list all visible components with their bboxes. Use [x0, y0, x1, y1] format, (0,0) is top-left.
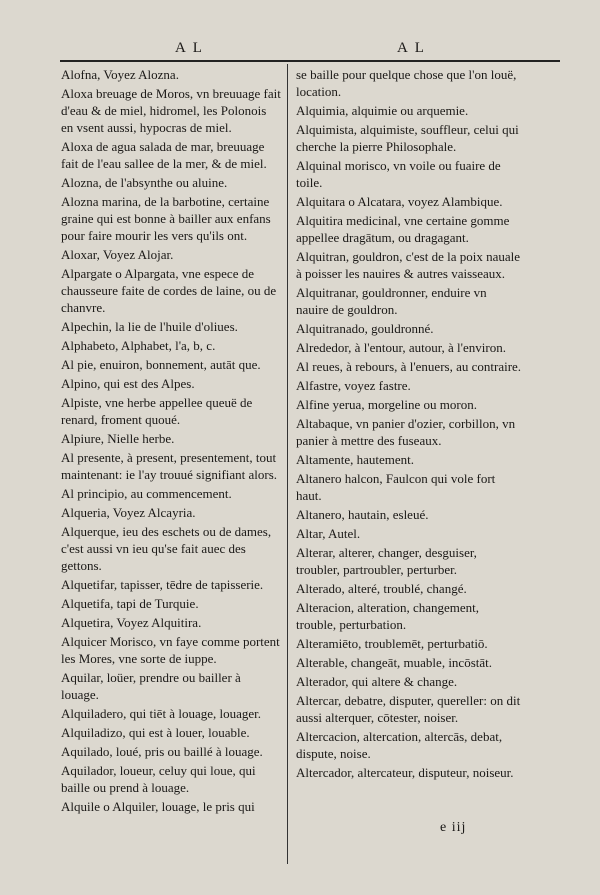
signature-mark: e iij	[440, 820, 467, 835]
dictionary-entry: Alozna marina, de la barbotine, certaine graine qui est bonne à bailler aux enfans pour faire mourir les vers qu'ils ont.	[61, 194, 271, 243]
dictionary-entry: Aquilar, loüer, prendre ou bailler à louage.	[61, 670, 241, 702]
dictionary-entry: Alquinal morisco, vn voile ou fuaire de toile.	[296, 158, 501, 190]
dictionary-entry: Alphabeto, Alphabet, l'a, b, c.	[61, 338, 216, 353]
column-divider	[287, 64, 288, 864]
dictionary-entry: Alquile o Alquiler, louage, le pris qui	[61, 799, 255, 814]
dictionary-entry: Alquiladizo, qui est à louer, louable.	[61, 725, 250, 740]
dictionary-entry: Alpechin, la lie de l'huile d'oliues.	[61, 319, 238, 334]
running-header	[75, 40, 555, 62]
dictionary-entry: Alteracion, alteration, changement, trouble, perturbation.	[296, 600, 480, 632]
dictionary-entry: Altar, Autel.	[296, 526, 361, 541]
dictionary-entry: Alquetifa, tapi de Turquie.	[61, 596, 199, 611]
dictionary-entry: Altercar, debatre, disputer, quereller: on dit aussi alterquer, cōtester, noiser.	[296, 693, 521, 725]
dictionary-entry: Alpino, qui est des Alpes.	[61, 376, 195, 391]
dictionary-entry: Alquimia, alquimie ou arquemie.	[296, 103, 469, 118]
dictionary-entry: Alquerque, ieu des eschets ou de dames, c'est aussi vn ieu qu'se fait auec des gettons.	[61, 524, 272, 573]
left-column	[61, 66, 281, 817]
dictionary-entry: Al presente, à present, presentement, tout maintenant: ie l'ay trouué signifiant alors.	[61, 450, 278, 482]
dictionary-entry: Alquitranado, gouldronné.	[296, 321, 434, 336]
dictionary-entry: Alquimista, alquimiste, souffleur, celui qui cherche la pierre Philosophale.	[296, 122, 519, 154]
dictionary-entry: Alquitira medicinal, vne certaine gomme appellee dragātum, ou dragagant.	[296, 213, 510, 245]
dictionary-entry: Altanero, hautain, esleué.	[296, 507, 429, 522]
dictionary-entry: Alozna, de l'absynthe ou aluine.	[61, 175, 228, 190]
dictionary-entry: Altabaque, vn panier d'ozier, corbillon, vn panier à mettre des fuseaux.	[296, 416, 516, 448]
dictionary-entry: Alteramiēto, troublemēt, perturbatiō.	[296, 636, 488, 651]
dictionary-entry: Alpiure, Nielle herbe.	[61, 431, 175, 446]
dictionary-entry: Alpargate o Alpargata, vne espece de chausseure faite de cordes de laine, ou de chanvre.	[61, 266, 277, 315]
dictionary-entry: Alfastre, voyez fastre.	[296, 378, 411, 393]
dictionary-entry: Alofna, Voyez Alozna.	[61, 67, 179, 82]
dictionary-entry: Altercacion, altercation, altercās, debat, dispute, noise.	[296, 729, 503, 761]
dictionary-entry: Altanero halcon, Faulcon qui vole fort haut.	[296, 471, 496, 503]
dictionary-entry: Aloxa breuage de Moros, vn breuuage fait d'eau & de miel, hidromel, les Polonois en vsent aussi, hypocras de miel.	[61, 86, 281, 135]
header-right: A L	[397, 40, 426, 56]
dictionary-entry: Alpiste, vne herbe appellee queuë de renard, froment quoué.	[61, 395, 253, 427]
dictionary-entry: Alquetira, Voyez Alquitira.	[61, 615, 202, 630]
dictionary-entry: se baille pour quelque chose que l'on louë, location.	[296, 67, 517, 99]
header-left: A L	[175, 40, 204, 56]
dictionary-entry: Alquitran, gouldron, c'est de la poix nauale à poisser les nauires & autres vaisseaux.	[296, 249, 521, 281]
dictionary-entry: Alquitranar, gouldronner, enduire vn nauire de gouldron.	[296, 285, 487, 317]
dictionary-entry: Altamente, hautement.	[296, 452, 415, 467]
dictionary-entry: Aloxar, Voyez Alojar.	[61, 247, 174, 262]
dictionary-entry: Al pie, enuiron, bonnement, autāt que.	[61, 357, 261, 372]
dictionary-entry: Alterador, qui altere & change.	[296, 674, 458, 689]
dictionary-entry: Altercador, altercateur, disputeur, noiseur.	[296, 765, 514, 780]
dictionary-entry: Alqueria, Voyez Alcayria.	[61, 505, 196, 520]
dictionary-entry: Alterable, changeāt, muable, incōstāt.	[296, 655, 493, 670]
dictionary-entry: Aquilado, loué, pris ou baillé à louage.	[61, 744, 263, 759]
dictionary-entry: Alrededor, à l'entour, autour, à l'environ.	[296, 340, 506, 355]
dictionary-entry: Alterar, alterer, changer, desguiser, troubler, partroubler, perturber.	[296, 545, 477, 577]
dictionary-entry: Alquetifar, tapisser, tēdre de tapisserie.	[61, 577, 264, 592]
dictionary-entry: Alquicer Morisco, vn faye comme portent les Mores, vne sorte de iuppe.	[61, 634, 280, 666]
dictionary-entry: Alterado, alteré, troublé, changé.	[296, 581, 467, 596]
dictionary-entry: Alfine yerua, morgeline ou moron.	[296, 397, 477, 412]
dictionary-entry: Aquilador, loueur, celuy qui loue, qui baille ou prend à louage.	[61, 763, 256, 795]
right-column	[296, 66, 522, 783]
header-rule	[60, 60, 560, 62]
dictionary-entry: Al principio, au commencement.	[61, 486, 232, 501]
dictionary-entry: Aloxa de agua salada de mar, breuuage fait de l'eau sallee de la mer, & de miel.	[61, 139, 267, 171]
dictionary-entry: Al reues, à rebours, à l'enuers, au contraire.	[296, 359, 522, 374]
dictionary-entry: Alquiladero, qui tiēt à louage, louager.	[61, 706, 261, 721]
dictionary-entry: Alquitara o Alcatara, voyez Alambique.	[296, 194, 503, 209]
